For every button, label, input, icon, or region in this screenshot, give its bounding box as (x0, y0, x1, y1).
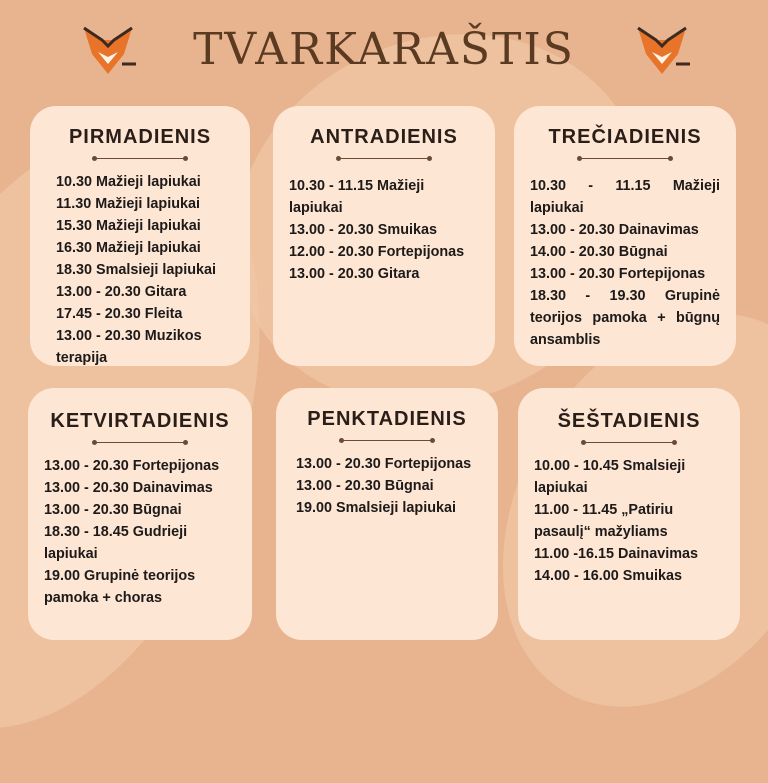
list-item: 13.00 - 20.30 Būgnai (296, 478, 434, 494)
divider (336, 155, 432, 163)
day-card-tuesday (273, 106, 495, 366)
day-title: PENKTADIENIS (307, 408, 467, 430)
divider (577, 155, 673, 163)
list-item: 13.00 - 20.30 Muzikos terapija (56, 328, 202, 366)
list-item: 13.00 - 20.30 Smuikas (289, 222, 438, 238)
list-item: 10.30 - 11.15 Mažieji lapiukai (530, 178, 720, 216)
schedule-list (530, 175, 720, 351)
header (0, 0, 768, 96)
day-card-thursday (28, 388, 252, 640)
day-card-monday (30, 106, 250, 366)
divider (92, 155, 188, 163)
day-card-saturday (518, 388, 740, 640)
list-item: 14.00 - 16.00 Smuikas (534, 568, 683, 584)
list-item: 11.00 -16.15 Dainavimas (534, 546, 699, 562)
list-item: 19.00 Smalsieji lapiukai (296, 500, 456, 516)
day-card-wednesday (514, 106, 736, 366)
list-item: 16.30 Mažieji lapiukai (56, 240, 201, 256)
list-item: 11.30 Mažieji lapiukai (56, 196, 200, 212)
schedule-list (44, 455, 236, 609)
list-item: 18.30 - 19.30 Grupinė teorijos pamoka + būgnų ansamblis (530, 288, 720, 348)
list-item: 13.00 - 20.30 Fortepijonas (530, 266, 706, 282)
day-title: TREČIADIENIS (548, 126, 702, 148)
list-item: 18.30 Smalsieji lapiukai (56, 262, 216, 278)
list-item: 13.00 - 20.30 Dainavimas (44, 480, 213, 496)
divider (339, 437, 435, 445)
day-title: PIRMADIENIS (68, 126, 212, 148)
list-item: 19.00 Grupinė teorijos pamoka + choras (44, 568, 196, 606)
list-item: 12.00 - 20.30 Fortepijonas (289, 244, 465, 260)
list-item: 13.00 - 20.30 Fortepijonas (296, 456, 472, 472)
schedule-list (534, 455, 724, 587)
page-title: TVARKARAŠTIS (193, 24, 575, 75)
list-item: 18.30 - 18.45 Gudrieji lapiukai (44, 524, 188, 562)
list-item: 15.30 Mažieji lapiukai (56, 218, 201, 234)
schedule-list (46, 171, 234, 369)
list-item: 10.00 - 10.45 Smalsieji lapiukai (534, 458, 686, 496)
list-item: 13.00 - 20.30 Būgnai (44, 502, 182, 518)
divider (581, 439, 677, 447)
list-item: 13.00 - 20.30 Dainavimas (530, 222, 699, 238)
list-item: 11.00 - 11.45 „Patiriu pasaulį“ mažyliams (534, 502, 674, 540)
list-item: 17.45 - 20.30 Fleita (56, 306, 183, 322)
list-item: 13.00 - 20.30 Gitara (289, 266, 420, 282)
day-title: ŠEŠTADIENIS (557, 410, 701, 432)
list-item: 13.00 - 20.30 Gitara (56, 284, 187, 300)
schedule-list (292, 453, 482, 519)
day-card-friday (276, 388, 498, 640)
divider (92, 439, 188, 447)
list-item: 10.30 - 11.15 Mažieji lapiukai (289, 178, 425, 216)
day-title: ANTRADIENIS (310, 126, 458, 148)
list-item: 13.00 - 20.30 Fortepijonas (44, 458, 220, 474)
day-title: KETVIRTADIENIS (50, 410, 230, 432)
list-item: 14.00 - 20.30 Būgnai (530, 244, 668, 260)
list-item: 10.30 Mažieji lapiukai (56, 174, 201, 190)
fox-logo-icon (632, 24, 692, 80)
schedule-list (289, 175, 479, 285)
